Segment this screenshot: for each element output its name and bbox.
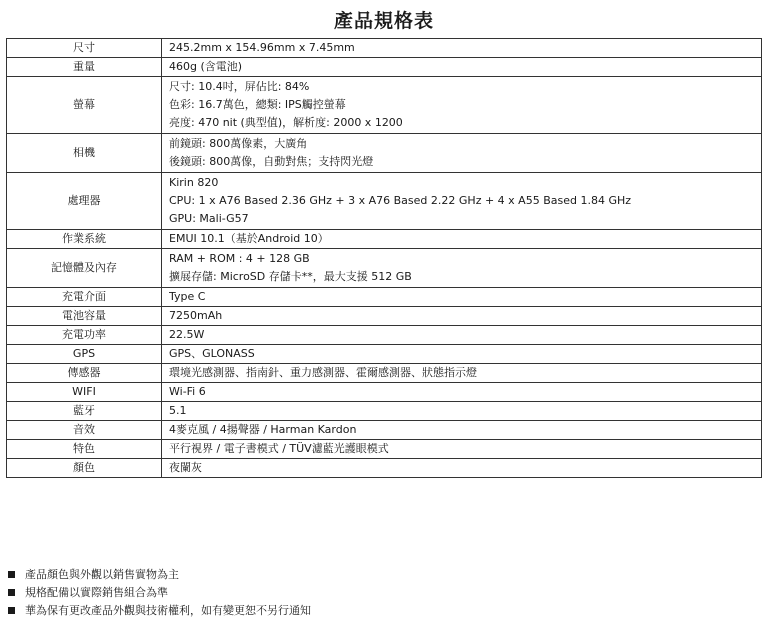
- table-row: [7, 58, 762, 77]
- table-row: [7, 459, 762, 478]
- spec-value: [162, 326, 762, 345]
- table-row: [7, 383, 762, 402]
- spec-value-line: 22.5W: [169, 328, 205, 341]
- spec-value-line: Type C: [169, 290, 206, 303]
- spec-value-line: 夜闌灰: [169, 461, 202, 474]
- spec-label: 重量: [7, 58, 162, 77]
- spec-label: GPS: [7, 345, 162, 364]
- spec-value-line: 平行視界 / 電子書模式 / TÜV濾藍光護眼模式: [169, 442, 389, 455]
- spec-value-line: 色彩: 16.7萬色，總類: IPS觸控螢幕: [169, 98, 346, 111]
- spec-value: [162, 383, 762, 402]
- spec-label: 記憶體及內存: [7, 249, 162, 288]
- spec-value: [162, 77, 762, 134]
- spec-value: [162, 230, 762, 249]
- table-row: [7, 173, 762, 230]
- table-row: [7, 288, 762, 307]
- spec-value-line: 5.1: [169, 404, 187, 417]
- spec-label: 特色: [7, 440, 162, 459]
- spec-value-line: 245.2mm x 154.96mm x 7.45mm: [169, 41, 355, 54]
- square-bullet-icon: [8, 589, 15, 596]
- table-row: [7, 440, 762, 459]
- table-row: [7, 230, 762, 249]
- spec-label: 充電功率: [7, 326, 162, 345]
- table-row: [7, 364, 762, 383]
- spec-value-line: GPU: Mali-G57: [169, 212, 249, 225]
- notes-list: [8, 566, 758, 620]
- spec-label: WIFI: [7, 383, 162, 402]
- table-row: [7, 421, 762, 440]
- spec-value-line: EMUI 10.1（基於Android 10）: [169, 232, 329, 245]
- spec-value: [162, 421, 762, 440]
- spec-value-line: Wi-Fi 6: [169, 385, 206, 398]
- square-bullet-icon: [8, 571, 15, 578]
- spec-value: [162, 459, 762, 478]
- spec-value: [162, 364, 762, 383]
- table-row: [7, 39, 762, 58]
- list-item: [8, 602, 758, 620]
- list-item: [8, 584, 758, 602]
- table-row: [7, 345, 762, 364]
- spec-value: [162, 307, 762, 326]
- table-row: [7, 402, 762, 421]
- square-bullet-icon: [8, 607, 15, 614]
- spec-value-line: 環境光感測器、指南針、重力感測器、霍爾感測器、狀態指示燈: [169, 366, 477, 379]
- list-item: [8, 566, 758, 584]
- spec-label: 充電介面: [7, 288, 162, 307]
- spec-label: 電池容量: [7, 307, 162, 326]
- spec-value: [162, 288, 762, 307]
- spec-value: [162, 173, 762, 230]
- spec-value: [162, 345, 762, 364]
- spec-value: [162, 402, 762, 421]
- spec-value-line: 前鏡頭: 800萬像素，大廣角: [169, 137, 308, 150]
- spec-value: [162, 440, 762, 459]
- table-row: [7, 326, 762, 345]
- spec-label: 處理器: [7, 173, 162, 230]
- note-text: 華為保有更改產品外觀與技術權利，如有變更恕不另行通知: [25, 604, 311, 617]
- spec-label: 相機: [7, 134, 162, 173]
- spec-value-line: 尺寸: 10.4吋，屏佔比: 84%: [169, 80, 310, 93]
- page-title: 產品規格表: [333, 10, 434, 32]
- spec-value-line: GPS、GLONASS: [169, 347, 255, 360]
- note-text: 產品顏色與外觀以銷售實物為主: [25, 568, 179, 581]
- spec-label: 尺寸: [7, 39, 162, 58]
- table-row: [7, 77, 762, 134]
- spec-label: 作業系統: [7, 230, 162, 249]
- table-row: [7, 307, 762, 326]
- spec-label: 傳感器: [7, 364, 162, 383]
- spec-label: 音效: [7, 421, 162, 440]
- spec-value: [162, 39, 762, 58]
- spec-value: [162, 249, 762, 288]
- spec-value-line: 7250mAh: [169, 309, 223, 322]
- spec-label: 藍牙: [7, 402, 162, 421]
- note-text: 規格配備以實際銷售組合為準: [25, 586, 168, 599]
- spec-value-line: 後鏡頭: 800萬像，自動對焦；支持閃光燈: [169, 155, 374, 168]
- table-row: [7, 134, 762, 173]
- spec-label: 顏色: [7, 459, 162, 478]
- spec-table: [6, 38, 762, 478]
- table-row: [7, 249, 762, 288]
- spec-value-line: 4麥克風 / 4揚聲器 / Harman Kardon: [169, 423, 357, 436]
- spec-value: [162, 134, 762, 173]
- spec-label: 螢幕: [7, 77, 162, 134]
- spec-value-line: 460g (含電池): [169, 60, 243, 73]
- spec-value-line: Kirin 820: [169, 176, 219, 189]
- spec-value-line: 亮度: 470 nit (典型值)，解析度: 2000 x 1200: [169, 116, 403, 129]
- spec-value-line: RAM + ROM : 4 + 128 GB: [169, 252, 310, 265]
- spec-value-line: 擴展存儲: MicroSD 存儲卡**，最大支援 512 GB: [169, 270, 412, 283]
- spec-value: [162, 58, 762, 77]
- spec-value-line: CPU: 1 x A76 Based 2.36 GHz + 3 x A76 Based 2.22 GHz + 4 x A55 Based 1.84 GHz: [169, 194, 632, 207]
